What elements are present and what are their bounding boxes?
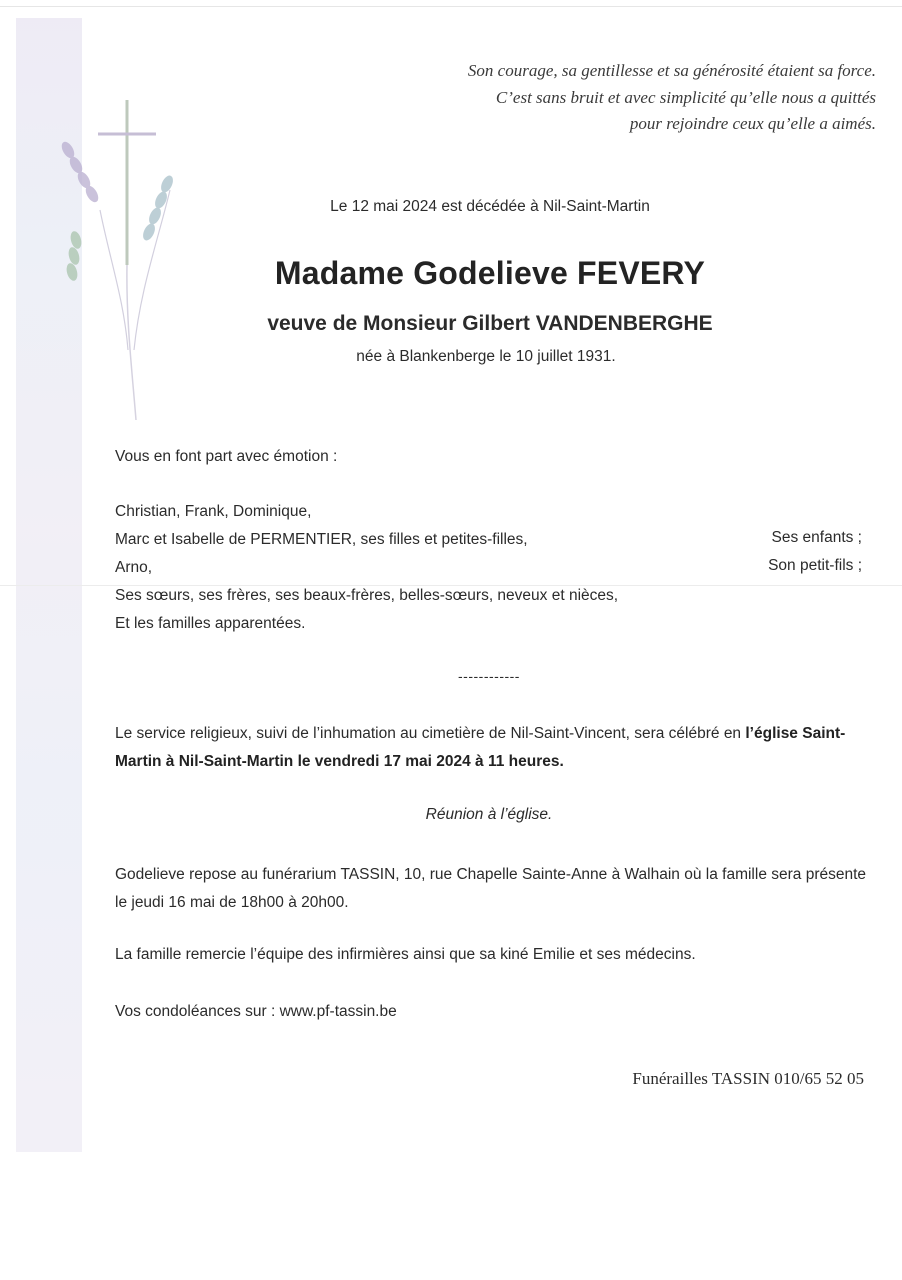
widow-of-line: veuve de Monsieur Gilbert VANDENBERGHE	[267, 312, 713, 335]
family-line: Et les familles apparentées.	[115, 615, 306, 632]
death-date-line: Le 12 mai 2024 est décédée à Nil-Saint-Martin	[330, 198, 650, 215]
separator-dashes: ------------	[458, 668, 520, 684]
quote-line-3: pour rejoindre ceux qu’elle a aimés.	[629, 114, 876, 133]
deceased-name: Madame Godelieve FEVERY	[274, 255, 706, 291]
service-text: Le service religieux, suivi de l’inhumation au cimetière de Nil-Saint-Vincent, sera célébré en	[115, 725, 746, 742]
birth-line: née à Blankenberge le 10 juillet 1931.	[356, 348, 616, 365]
family-line: Arno,	[115, 559, 153, 576]
role-grandson: Son petit-fils ;	[768, 557, 862, 574]
reunion-note: Réunion à l’église.	[425, 806, 553, 823]
service-paragraph	[115, 720, 875, 776]
funeral-home-contact: Funérailles TASSIN 010/65 52 05	[632, 1069, 864, 1088]
scan-edge-line	[0, 6, 902, 7]
repose-paragraph: Godelieve repose au funérarium TASSIN, 10, rue Chapelle Sainte-Anne à Walhain où la famille sera présente le jeudi 16 mai de 18h00 à 20h00.	[115, 866, 867, 911]
epigraph-quote	[276, 58, 876, 138]
quote-line-1: Son courage, sa gentillesse et sa générosité étaient sa force.	[467, 61, 876, 80]
family-line: Marc et Isabelle de PERMENTIER, ses filles et petites-filles,	[115, 531, 528, 548]
condolences-line: Vos condoléances sur : www.pf-tassin.be	[115, 1003, 397, 1020]
quote-line-2: C’est sans bruit et avec simplicité qu’elle nous a quittés	[495, 87, 876, 107]
family-line: Ses sœurs, ses frères, ses beaux-frères, belles-sœurs, neveux et nièces,	[115, 587, 619, 604]
role-children: Ses enfants ;	[771, 529, 862, 546]
thanks-line: La famille remercie l’équipe des infirmières ainsi que sa kiné Emilie et ses médecins.	[115, 946, 696, 963]
service-location-time: l’église Saint-Martin à Nil-Saint-Martin le vendredi 17 mai 2024 à 11 heures.	[115, 725, 846, 770]
family-line: Christian, Frank, Dominique,	[115, 503, 312, 520]
paper-fold-line	[0, 585, 902, 586]
family-intro: Vous en font part avec émotion :	[115, 448, 338, 465]
